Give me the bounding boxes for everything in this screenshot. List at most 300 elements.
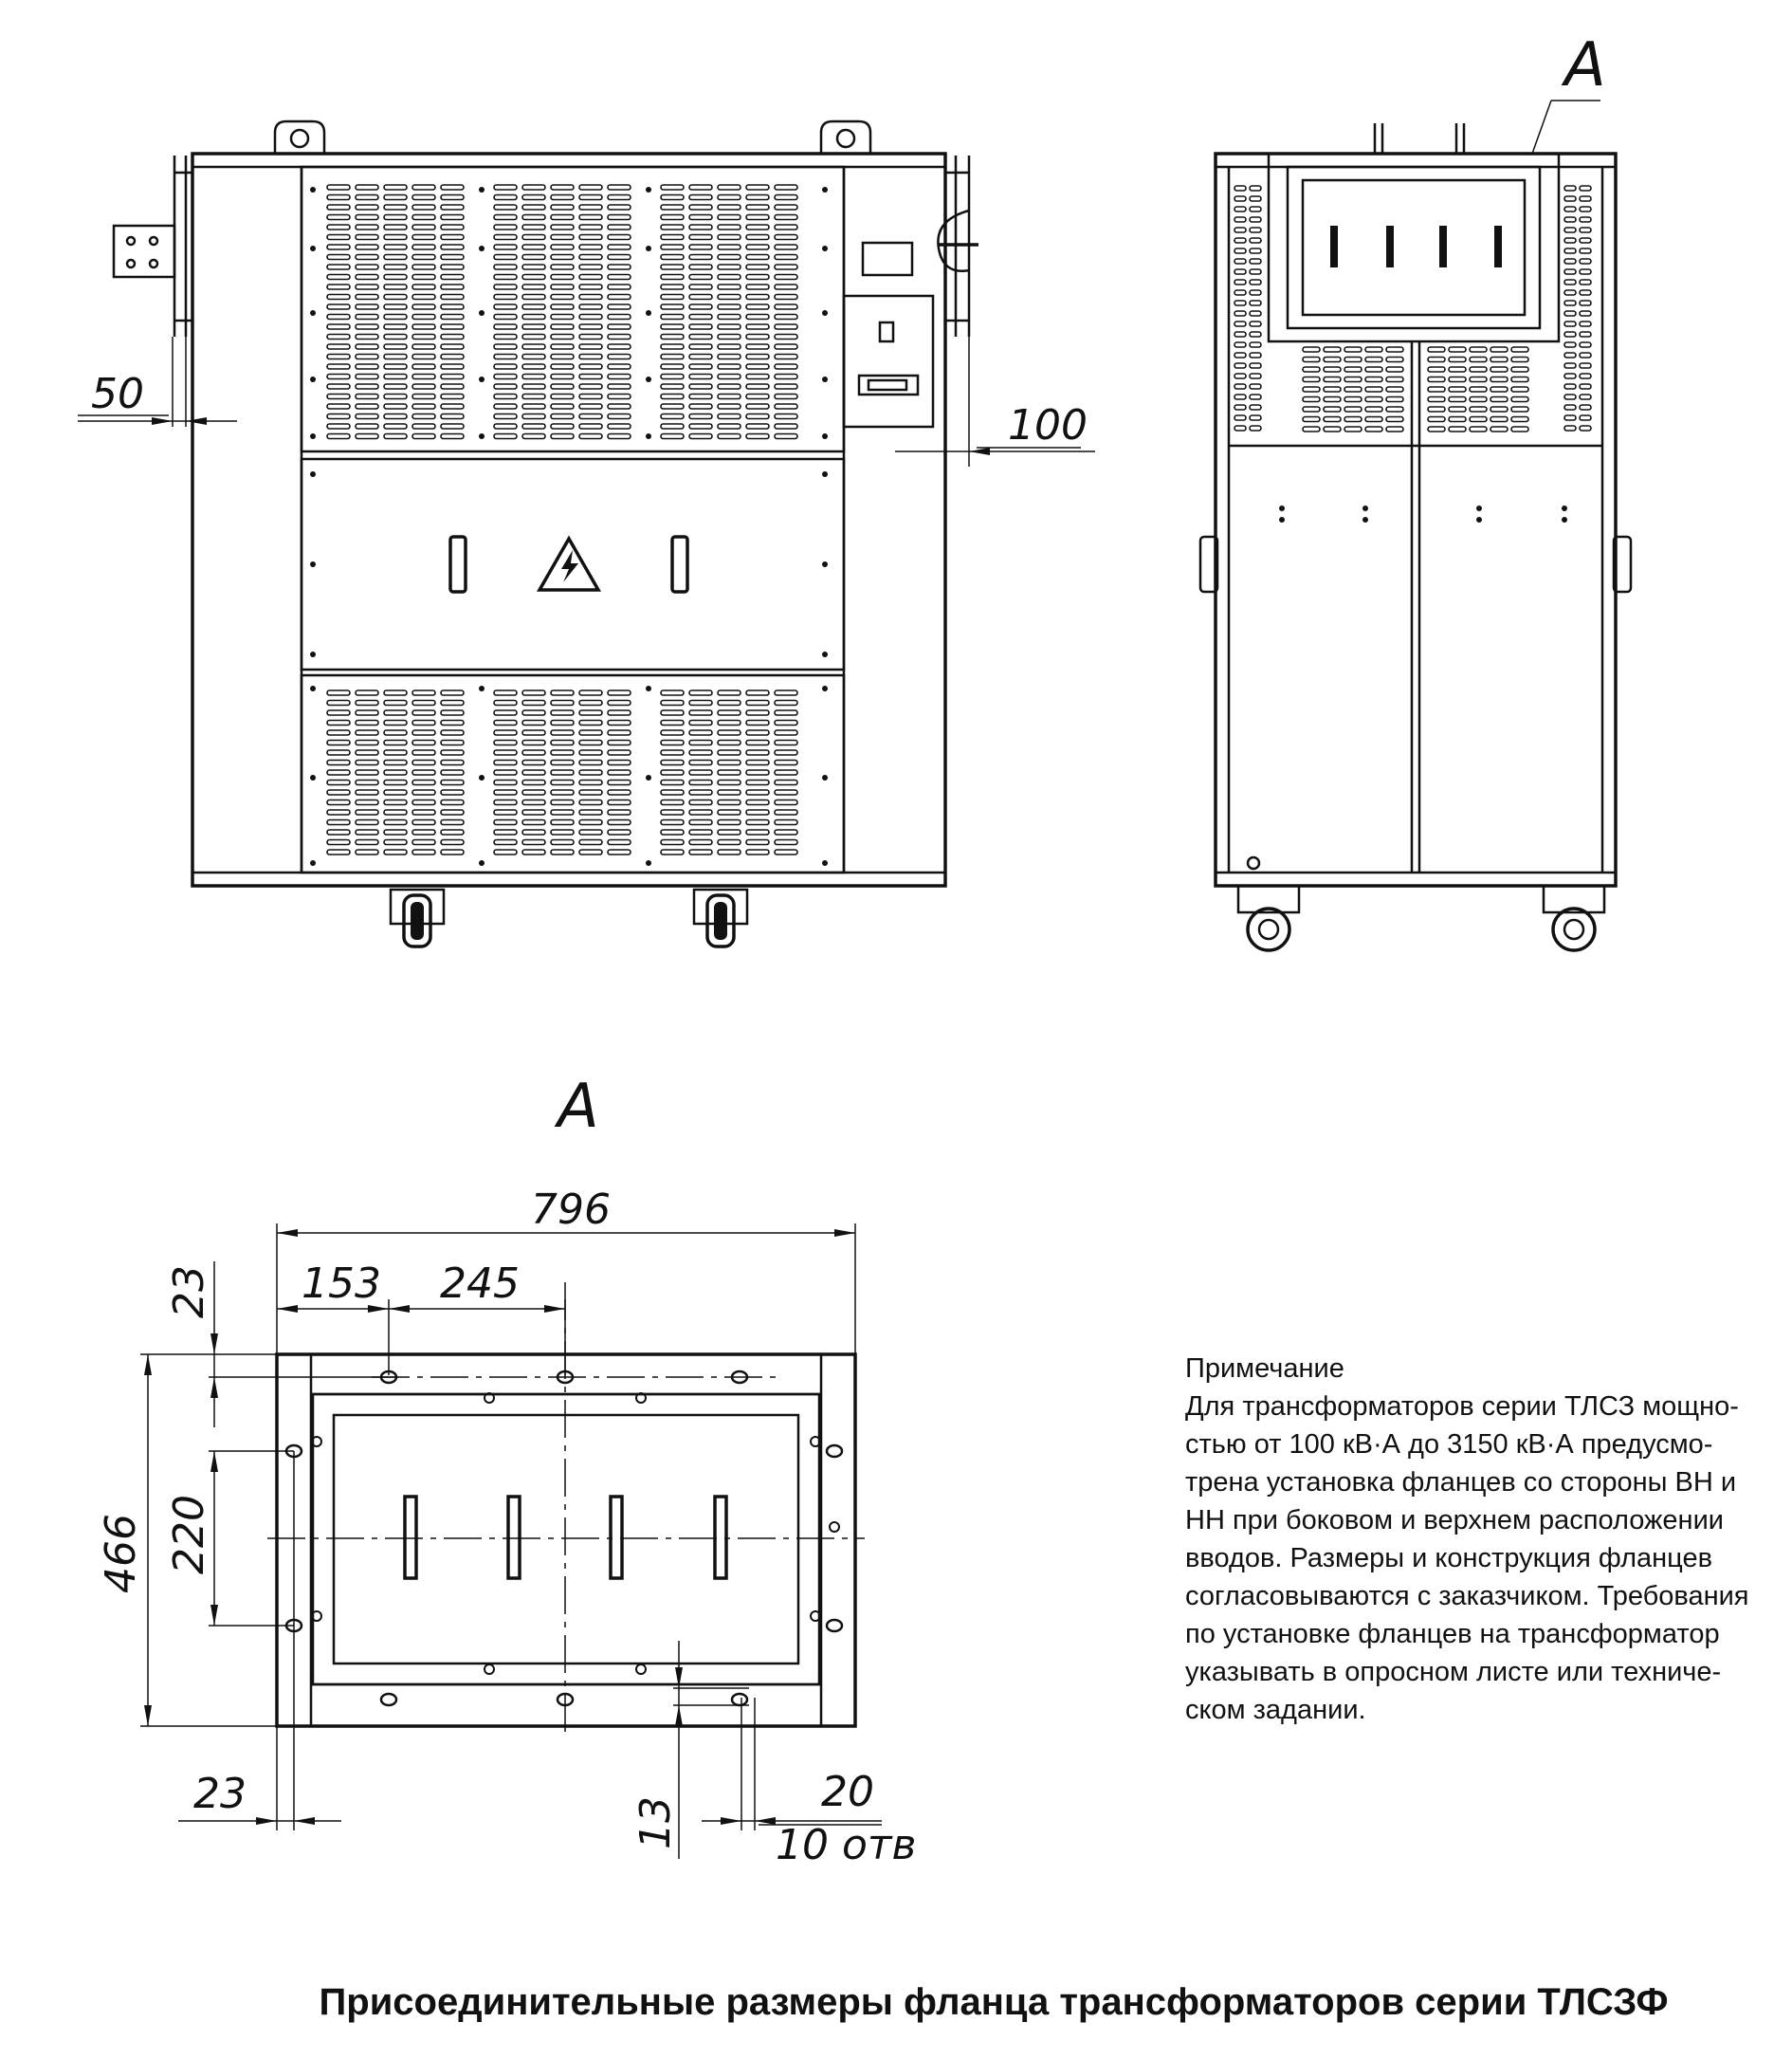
vent-slot bbox=[494, 304, 517, 309]
vent-slot bbox=[775, 275, 797, 280]
vent-slot bbox=[746, 710, 769, 715]
vent-slot bbox=[494, 185, 517, 190]
vent-slot bbox=[384, 245, 407, 249]
vent-slot bbox=[551, 850, 574, 855]
high-voltage-warning-icon bbox=[539, 539, 598, 590]
vent-slot bbox=[579, 375, 602, 379]
vent-slot bbox=[661, 721, 684, 726]
vent-slot bbox=[689, 375, 712, 379]
note-title: Примечание bbox=[1185, 1353, 1344, 1384]
vent-slot bbox=[522, 840, 545, 845]
vent-slot bbox=[522, 790, 545, 795]
vent-slot bbox=[441, 741, 464, 745]
vent-slot bbox=[1324, 427, 1341, 432]
vent-slot bbox=[441, 770, 464, 775]
vent-slot bbox=[689, 721, 712, 726]
vent-slot bbox=[551, 304, 574, 309]
vent-slot bbox=[661, 315, 684, 320]
vent-slot bbox=[384, 335, 407, 340]
vent-slot bbox=[1250, 363, 1261, 368]
vent-slot bbox=[1386, 358, 1403, 362]
vent-slot bbox=[1234, 332, 1246, 337]
vent-slot bbox=[441, 225, 464, 230]
vent-slot bbox=[1303, 397, 1320, 402]
vent-slot bbox=[1250, 301, 1261, 305]
vent-slot bbox=[356, 215, 378, 220]
vent-slot bbox=[579, 850, 602, 855]
vent-slot bbox=[1449, 417, 1466, 422]
vent-slot bbox=[412, 364, 435, 369]
side-view bbox=[1200, 30, 1631, 950]
vent-slot bbox=[1490, 367, 1508, 372]
vent-slot bbox=[327, 315, 350, 320]
dimension-13 bbox=[631, 1641, 749, 1859]
vent-slot bbox=[412, 710, 435, 715]
vent-slot bbox=[1564, 290, 1576, 295]
vent-slot bbox=[1250, 342, 1261, 347]
vent-slot bbox=[356, 840, 378, 845]
vent-slot bbox=[579, 770, 602, 775]
vent-slot bbox=[441, 810, 464, 815]
note-line-9: ском задании. bbox=[1185, 1695, 1366, 1725]
vent-slot bbox=[1303, 377, 1320, 382]
vent-slot bbox=[689, 265, 712, 269]
vent-slot bbox=[412, 424, 435, 429]
vent-slot bbox=[384, 781, 407, 785]
vent-slot bbox=[1303, 367, 1320, 372]
vent-slot bbox=[551, 710, 574, 715]
flange-slot-3 bbox=[611, 1497, 622, 1578]
vent-slot bbox=[327, 255, 350, 260]
vent-slot bbox=[1564, 415, 1576, 420]
vent-slot bbox=[1564, 196, 1576, 201]
vent-slot bbox=[689, 434, 712, 439]
vent-slot bbox=[412, 761, 435, 765]
roller-right bbox=[694, 890, 747, 947]
vent-slot bbox=[775, 195, 797, 200]
vent-slot bbox=[775, 741, 797, 745]
vent-slot bbox=[412, 195, 435, 200]
vent-slot bbox=[412, 375, 435, 379]
vent-slot bbox=[412, 800, 435, 805]
vent-slot bbox=[1511, 377, 1528, 382]
vent-slot bbox=[494, 225, 517, 230]
vent-slot bbox=[1470, 358, 1487, 362]
panel-rivet bbox=[646, 377, 651, 382]
vent-slot bbox=[718, 721, 741, 726]
panel-rivet bbox=[310, 561, 316, 567]
vent-slot bbox=[689, 810, 712, 815]
vent-slot bbox=[1449, 377, 1466, 382]
vent-slot bbox=[327, 265, 350, 269]
vent-slot bbox=[1564, 332, 1576, 337]
vent-slot bbox=[775, 344, 797, 349]
vent-slot bbox=[384, 255, 407, 260]
vent-slot bbox=[579, 800, 602, 805]
vent-slot bbox=[718, 830, 741, 835]
vent-slot bbox=[1386, 407, 1403, 412]
vent-slot bbox=[356, 424, 378, 429]
vent-slot bbox=[1344, 377, 1362, 382]
vent-slot bbox=[661, 830, 684, 835]
vent-slot bbox=[1250, 405, 1261, 410]
vent-slot bbox=[608, 761, 631, 765]
vent-slot bbox=[775, 710, 797, 715]
vent-slot bbox=[718, 434, 741, 439]
panel-rivet bbox=[310, 187, 316, 193]
vent-slot bbox=[441, 324, 464, 329]
vent-slot bbox=[746, 434, 769, 439]
vent-slot bbox=[441, 701, 464, 706]
vent-slot bbox=[1564, 207, 1576, 211]
vent-slot bbox=[608, 384, 631, 389]
vent-slot bbox=[522, 355, 545, 359]
vent-slot bbox=[327, 690, 350, 695]
panel-rivet bbox=[1279, 506, 1285, 511]
vent-slot bbox=[608, 701, 631, 706]
vent-slot bbox=[384, 384, 407, 389]
vent-slot bbox=[718, 195, 741, 200]
vent-slot bbox=[1470, 427, 1487, 432]
vent-slot bbox=[608, 195, 631, 200]
vent-slot bbox=[608, 810, 631, 815]
vent-slot bbox=[551, 364, 574, 369]
vent-slot bbox=[1365, 367, 1382, 372]
vent-slot bbox=[579, 424, 602, 429]
vent-slot bbox=[746, 275, 769, 280]
vent-slot bbox=[551, 741, 574, 745]
vent-slot bbox=[1580, 248, 1591, 253]
vent-slot bbox=[1234, 238, 1246, 243]
vent-slot bbox=[775, 850, 797, 855]
vent-slot bbox=[775, 324, 797, 329]
vent-slot bbox=[551, 235, 574, 240]
vent-slot bbox=[551, 195, 574, 200]
vent-slot bbox=[1511, 417, 1528, 422]
note-line-6: согласовываются с заказчиком. Требования bbox=[1185, 1581, 1749, 1611]
vent-slot bbox=[579, 701, 602, 706]
vent-slot bbox=[608, 225, 631, 230]
vent-slot bbox=[1250, 290, 1261, 295]
vent-slot bbox=[384, 285, 407, 289]
vent-slot bbox=[412, 721, 435, 726]
panel-rivet bbox=[822, 310, 828, 316]
vent-slot bbox=[608, 185, 631, 190]
vent-slot bbox=[384, 830, 407, 835]
vent-slot bbox=[689, 850, 712, 855]
dimension-50 bbox=[78, 337, 237, 427]
vent-slot bbox=[384, 424, 407, 429]
vent-slot bbox=[1470, 417, 1487, 422]
vent-slot bbox=[356, 225, 378, 230]
vent-slot bbox=[579, 295, 602, 300]
vent-slot bbox=[661, 384, 684, 389]
vent-slot bbox=[441, 750, 464, 755]
vent-slot bbox=[689, 364, 712, 369]
vent-slot bbox=[441, 275, 464, 280]
vent-slot bbox=[1580, 322, 1591, 326]
vent-slot bbox=[551, 285, 574, 289]
vent-slot bbox=[689, 800, 712, 805]
vent-slot bbox=[689, 304, 712, 309]
vent-slot bbox=[661, 255, 684, 260]
vent-slot bbox=[1564, 322, 1576, 326]
vent-slot bbox=[579, 750, 602, 755]
vent-slot bbox=[494, 790, 517, 795]
vent-slot bbox=[327, 304, 350, 309]
left-busbar bbox=[114, 156, 192, 337]
vent-slot bbox=[1470, 407, 1487, 412]
upper-vent-slots bbox=[310, 185, 828, 439]
vent-slot bbox=[441, 364, 464, 369]
vent-slot bbox=[356, 404, 378, 409]
vent-slot bbox=[1250, 196, 1261, 201]
side-housing-outline bbox=[1216, 154, 1616, 886]
vent-slot bbox=[775, 750, 797, 755]
vent-slot bbox=[551, 701, 574, 706]
vent-slot bbox=[412, 690, 435, 695]
vent-slot bbox=[327, 810, 350, 815]
vent-slot bbox=[579, 245, 602, 249]
vent-slot bbox=[522, 701, 545, 706]
door-handle-left bbox=[450, 537, 466, 592]
vent-slot bbox=[412, 830, 435, 835]
vent-slot bbox=[689, 830, 712, 835]
vent-slot bbox=[718, 265, 741, 269]
vent-slot bbox=[689, 395, 712, 399]
vent-slot bbox=[1564, 248, 1576, 253]
panel-rivet bbox=[479, 187, 485, 193]
vent-slot bbox=[494, 761, 517, 765]
vent-slot bbox=[579, 335, 602, 340]
vent-slot bbox=[441, 781, 464, 785]
vent-slot bbox=[718, 225, 741, 230]
dim-label-796: 796 bbox=[531, 1186, 611, 1234]
panel-rivet bbox=[310, 652, 316, 657]
vent-slot bbox=[608, 375, 631, 379]
vent-slot bbox=[1234, 248, 1246, 253]
vent-slot bbox=[1386, 427, 1403, 432]
vent-slot bbox=[775, 255, 797, 260]
vent-slot bbox=[718, 404, 741, 409]
vent-slot bbox=[412, 414, 435, 419]
vent-slot bbox=[551, 404, 574, 409]
vent-slot bbox=[1490, 427, 1508, 432]
vent-slot bbox=[718, 850, 741, 855]
vent-slot bbox=[718, 335, 741, 340]
vent-slot bbox=[412, 750, 435, 755]
vent-slot bbox=[746, 781, 769, 785]
vent-slot bbox=[1234, 186, 1246, 191]
vent-slot bbox=[746, 395, 769, 399]
vent-slot bbox=[608, 245, 631, 249]
vent-slot bbox=[1580, 405, 1591, 410]
vent-slot bbox=[441, 265, 464, 269]
vent-slot bbox=[746, 701, 769, 706]
vent-slot bbox=[551, 245, 574, 249]
vent-slot bbox=[494, 205, 517, 210]
vent-slot bbox=[1564, 228, 1576, 232]
vent-slot bbox=[1234, 217, 1246, 222]
vent-slot bbox=[689, 730, 712, 735]
vent-slot bbox=[356, 434, 378, 439]
vent-slot bbox=[551, 355, 574, 359]
vent-slot bbox=[327, 850, 350, 855]
vent-slot bbox=[327, 701, 350, 706]
note-line-4: НН при боковом и верхнем расположении bbox=[1185, 1505, 1724, 1535]
vent-slot bbox=[1250, 228, 1261, 232]
vent-slot bbox=[356, 690, 378, 695]
vent-slot bbox=[412, 395, 435, 399]
vent-slot bbox=[661, 344, 684, 349]
frame-bolt-hole bbox=[636, 1664, 646, 1674]
vent-slot bbox=[661, 215, 684, 220]
vent-slot bbox=[579, 840, 602, 845]
vent-slot bbox=[384, 790, 407, 795]
panel-rivet bbox=[646, 246, 651, 251]
vent-slot bbox=[718, 741, 741, 745]
vent-slot bbox=[522, 761, 545, 765]
vent-slot bbox=[608, 304, 631, 309]
vent-slot bbox=[661, 701, 684, 706]
vent-slot bbox=[608, 295, 631, 300]
vent-slot bbox=[1250, 384, 1261, 389]
vent-slot bbox=[356, 255, 378, 260]
vent-slot bbox=[1324, 407, 1341, 412]
vent-slot bbox=[608, 781, 631, 785]
vent-slot bbox=[327, 295, 350, 300]
vent-slot bbox=[356, 701, 378, 706]
vent-slot bbox=[1386, 387, 1403, 392]
vent-slot bbox=[689, 285, 712, 289]
vent-slot bbox=[327, 235, 350, 240]
vent-slot bbox=[1234, 301, 1246, 305]
vent-slot bbox=[412, 355, 435, 359]
vent-slot bbox=[1564, 342, 1576, 347]
panel-rivet bbox=[479, 377, 485, 382]
vent-slot bbox=[384, 730, 407, 735]
vent-slot bbox=[689, 770, 712, 775]
vent-slot bbox=[356, 395, 378, 399]
vent-slot bbox=[1564, 363, 1576, 368]
vent-slot bbox=[522, 185, 545, 190]
vent-slot bbox=[522, 245, 545, 249]
vent-slot bbox=[441, 205, 464, 210]
vent-slot bbox=[384, 344, 407, 349]
vent-slot bbox=[494, 424, 517, 429]
vent-slot bbox=[522, 215, 545, 220]
vent-slot bbox=[494, 245, 517, 249]
vent-slot bbox=[775, 205, 797, 210]
vent-slot bbox=[579, 730, 602, 735]
vent-slot bbox=[384, 761, 407, 765]
vent-slot bbox=[746, 840, 769, 845]
vent-slot bbox=[579, 741, 602, 745]
vent-slot bbox=[718, 781, 741, 785]
vent-slot bbox=[1250, 207, 1261, 211]
vent-slot bbox=[1234, 311, 1246, 316]
vent-slot bbox=[775, 820, 797, 825]
vent-slot bbox=[327, 424, 350, 429]
vent-slot bbox=[718, 185, 741, 190]
vent-slot bbox=[1449, 387, 1466, 392]
vent-slot bbox=[327, 355, 350, 359]
vent-slot bbox=[661, 810, 684, 815]
vent-slot bbox=[494, 414, 517, 419]
vent-slot bbox=[384, 750, 407, 755]
vent-slot bbox=[661, 414, 684, 419]
panel-rivet bbox=[310, 377, 316, 382]
panel-rivet bbox=[646, 310, 651, 316]
vent-slot bbox=[494, 850, 517, 855]
vent-slot bbox=[441, 304, 464, 309]
holes-count-label: 10 отв bbox=[776, 1821, 917, 1869]
vent-slot bbox=[356, 344, 378, 349]
vent-slot bbox=[1344, 417, 1362, 422]
vent-slot bbox=[522, 730, 545, 735]
vent-slot bbox=[1250, 238, 1261, 243]
vent-slot bbox=[1324, 358, 1341, 362]
vent-slot bbox=[661, 820, 684, 825]
vent-slot bbox=[441, 215, 464, 220]
vent-slot bbox=[384, 395, 407, 399]
vent-slot bbox=[1386, 377, 1403, 382]
vent-slot bbox=[356, 810, 378, 815]
vent-slot bbox=[412, 850, 435, 855]
vent-slot bbox=[1303, 347, 1320, 352]
vent-slot bbox=[579, 761, 602, 765]
vent-slot bbox=[661, 225, 684, 230]
vent-slot bbox=[494, 215, 517, 220]
vent-slot bbox=[579, 205, 602, 210]
vent-slot bbox=[494, 690, 517, 695]
roller-left bbox=[391, 890, 444, 947]
vent-slot bbox=[356, 304, 378, 309]
vent-slot bbox=[689, 761, 712, 765]
vent-slot bbox=[522, 424, 545, 429]
vent-slot bbox=[494, 315, 517, 320]
vent-slot bbox=[689, 750, 712, 755]
vent-slot bbox=[384, 770, 407, 775]
vent-slot bbox=[689, 790, 712, 795]
vent-slot bbox=[689, 324, 712, 329]
vent-slot bbox=[1365, 427, 1382, 432]
view-label-A-bottom: A bbox=[558, 1072, 599, 1142]
vent-slot bbox=[661, 235, 684, 240]
vent-slot bbox=[551, 414, 574, 419]
vent-slot bbox=[356, 850, 378, 855]
vent-slot bbox=[689, 840, 712, 845]
vent-slot bbox=[494, 770, 517, 775]
vent-slot bbox=[441, 414, 464, 419]
vent-slot bbox=[1428, 427, 1445, 432]
vent-slot bbox=[412, 335, 435, 340]
wheel-right bbox=[1544, 886, 1604, 950]
vent-slot bbox=[775, 185, 797, 190]
vent-slot bbox=[718, 255, 741, 260]
vent-slot bbox=[356, 820, 378, 825]
panel-rivet bbox=[479, 310, 485, 316]
vent-slot bbox=[718, 810, 741, 815]
vent-slot bbox=[1580, 186, 1591, 191]
vent-slot bbox=[327, 750, 350, 755]
vent-slot bbox=[746, 424, 769, 429]
panel-rivet bbox=[479, 775, 485, 781]
vent-slot bbox=[689, 235, 712, 240]
vent-slot bbox=[1428, 387, 1445, 392]
vent-slot bbox=[384, 690, 407, 695]
vent-slot bbox=[356, 710, 378, 715]
